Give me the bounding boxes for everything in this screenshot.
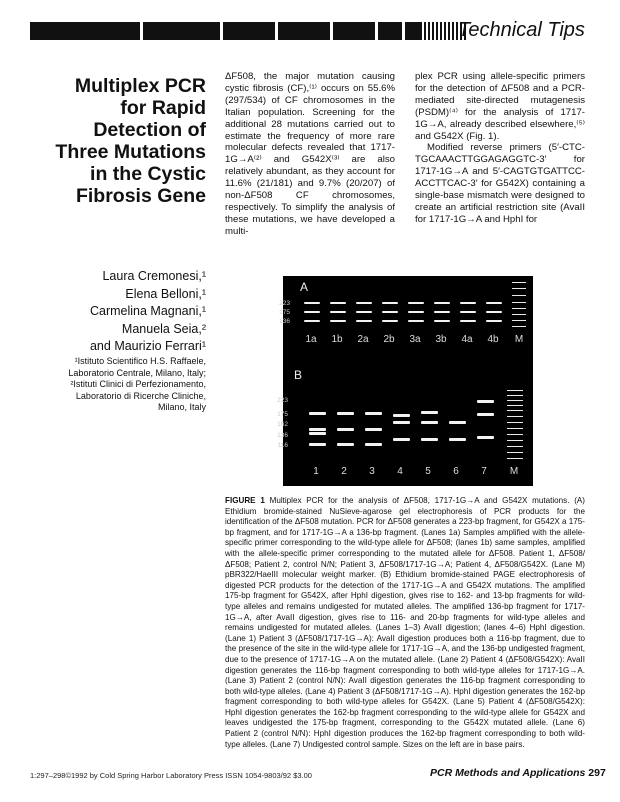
affiliations: ¹Istituto Scientifico H.S. Raffaele, Laboratorio Centrale, Milano, Italy; ²Istituti Clinici di Perfezionamento, Laboratorio di Ricerche Cliniche, Milano, Italy (68, 356, 206, 412)
gel-band (330, 311, 346, 313)
lane-label: 5 (425, 466, 431, 477)
lane-label: 4b (487, 334, 499, 345)
gel-band (421, 438, 438, 441)
panel-b-letter: B (294, 368, 303, 382)
gel-band (434, 311, 450, 313)
marker-band (512, 302, 526, 303)
gel-band (330, 320, 346, 322)
author-list (30, 268, 206, 356)
gel-band (421, 411, 438, 414)
lane-label: 4 (397, 466, 403, 477)
lane-label: 2 (341, 466, 347, 477)
gel-band (421, 421, 438, 424)
gel-band (477, 400, 494, 403)
marker-band (507, 428, 523, 429)
figure-caption (225, 496, 585, 750)
article-title: Multiplex PCR for Rapid Detection of Three Mutations in the Cystic Fibrosis Gene (55, 75, 206, 207)
marker-band (507, 434, 523, 435)
caption-text: Multiplex PCR for the analysis of ΔF508, 1717-1G→A and G542X mutations. (A) Ethidium bromide-stained NuSieve-agarose gel electrophoresis of PCR products for the identification of the ΔF508 mutation. PCR for ΔF508 generates a 223-bp fragment, for G542X a 175-bp fragment, and for 1717-1G→A a 136-bp fragment. (Lanes 1a) Samples amplified with the allele-specific primer corresponding to the wild-type allele for ΔF508; (lanes 1b) same samples, amplified with the allele-specific primer corresponding to the mutated allele for ΔF508. Patient 1, ΔF508/ΔF508; Patient 2, control N/N; Patient 3, ΔF508/1717-1G→A; Patient 4, ΔF508/G542X. (Lane M) pBR322/HaeIII molecular weight marker. (B) Ethidium bromide-stained PAGE electrophoresis of digested PCR products for the detection of the 1717-1G→A and G542X mutations. The amplified 175-bp fragment for G542X, after HphI digestion, gives rise to 162- and 13-bp fragments for wild-type alleles and remains undigested for mutated alleles. The amplified 136-bp fragment for 1717-1G→A, after AvaII digestion, gives rise to 116- and 20-bp fragments for wild-type alleles and remains undigested for mutated alleles. (Lanes 1–3) AvaII digestion; (lanes 4–6) HphI digestion. (Lane 1) Patient 3 (ΔF508/1717-1G→A): AvaII digestion produces both a 116-bp fragment, due to the presence of the site in the wild-type allele for 1717-1G→A, and the 136-bp undigested fragment, due to the presence of 1717-1G→A on the mutated allele. (Lane 2) Patient 4 (ΔF508/G542X): AvaII digestion generates the 116-bp fragment corresponding to both wild-type alleles for 1717-1G→A. (Lane 3) Patient 2 (control N/N): AvaII digestion generates the 116-bp fragment corresponding to both wild-type alleles. (Lane 4) Patient 3 (ΔF508/1717-1G→A). HphI digestion generates the 162-bp fragment corresponding to both wild-type alleles for G542X. (Lane 5) Patient 4 (ΔF508/G542X): HphI digestion generates the 162-bp fragment corresponding to the wild-type allele for G542X and leaves undigested the 175-bp fragment, corresponding to the G542X mutated allele. (Lane 6) Patient 2 (control N/N): HphI digestion produces the 162-bp fragment corresponding to both wild-type alleles. (Lane 7) Undigested control sample. Sizes on the left are in base pairs. (225, 496, 585, 749)
lane-label: 2a (357, 334, 369, 345)
gel-band (304, 311, 320, 313)
marker-band (507, 416, 523, 417)
gel-band (486, 320, 502, 322)
marker-band (512, 288, 526, 289)
size-label: 136 (279, 318, 290, 325)
gel-band (356, 311, 372, 313)
marker-band (512, 326, 526, 327)
gel-band (304, 302, 320, 304)
gel-band (449, 438, 466, 441)
panel-a-letter: A (300, 280, 309, 294)
gel-band (356, 320, 372, 322)
figure-gel-image (283, 276, 533, 486)
section-title: Technical Tips (458, 19, 585, 41)
gel-band (365, 428, 382, 431)
gel-band (337, 428, 354, 431)
marker-band (507, 395, 523, 396)
author: Manuela Seia,² (121, 321, 206, 336)
marker-band (512, 314, 526, 315)
size-label: 136 (277, 432, 288, 439)
lane-label: 1b (331, 334, 343, 345)
gel-band (460, 320, 476, 322)
gel-band (337, 412, 354, 415)
gel-band (365, 412, 382, 415)
body-paragraph: plex PCR using allele-specific primers for the detection of ΔF508 and a PCR-mediated site-directed mutagenesis (PSDM)⁽⁴⁾ for the analysis of 1717-1G→A, already described elsewhere,⁽⁵⁾ and G542X (Fig. 1). (415, 71, 585, 142)
lane-label: 3 (369, 466, 375, 477)
gel-band (309, 443, 326, 446)
size-label: 175 (277, 411, 288, 418)
size-label: 162 (277, 421, 288, 428)
gel-band (382, 302, 398, 304)
gel-band (309, 432, 326, 435)
body-paragraph: Modified reverse primers (5′-CTC-TGCAAACTTGGAGAGGTC-3′ for 1717-1G→A and 5′-CAGTGTGATTCC-ACCTTCAC-3′ for G542X) containing a single-base mismatch were designed to create an artificial restriction site (AvaII for 1717-1G→A and HphI for (415, 142, 585, 225)
gel-band (330, 302, 346, 304)
gel-band (382, 311, 398, 313)
gel-band (408, 320, 424, 322)
author: and Maurizio Ferrari¹ (89, 339, 206, 353)
gel-band (460, 311, 476, 313)
lane-label: 2b (383, 334, 395, 345)
gel-band (393, 421, 410, 424)
lane-label: 3a (409, 334, 421, 345)
gel-band (434, 302, 450, 304)
gel-band (365, 443, 382, 446)
marker-band (512, 282, 526, 283)
lane-label: 7 (481, 466, 487, 477)
gel-band (356, 302, 372, 304)
lane-label: 1a (305, 334, 317, 345)
size-label: 116 (277, 442, 288, 449)
gel-band (477, 413, 494, 416)
lane-label: 6 (453, 466, 459, 477)
marker-band (507, 410, 523, 411)
gel-band (449, 421, 466, 424)
author: Carmelina Magnani,¹ (89, 304, 206, 318)
marker-band (512, 308, 526, 309)
body-column-2 (415, 71, 585, 226)
marker-band (507, 452, 523, 453)
body-paragraph: ΔF508, the major mutation causing cystic fibrosis (CF),⁽¹⁾ occurs on 55.6% (297/534) of CF chromosomes in the Italian population. Screening for the additional 28 mutations carried out to estimate the frequency of more rare molecular defects revealed that 1717-1G→A⁽²⁾ and G542X⁽³⁾ are also relatively abundant, as they account for 11.6% (21/181) and 9.7% (20/207) of non-ΔF508 CF chromosomes, respectively. To simplify the analysis of these mutations, we have developed a multi- (225, 71, 395, 237)
gel-band (486, 302, 502, 304)
marker-band (512, 320, 526, 321)
gel-band (337, 443, 354, 446)
gel-band (486, 311, 502, 313)
gel-band (408, 302, 424, 304)
gel-band (309, 412, 326, 415)
marker-band (507, 446, 523, 447)
author: Laura Cremonesi,¹ (102, 269, 206, 283)
lane-label: 1 (313, 466, 319, 477)
gel-band (304, 320, 320, 322)
size-label: 223 (279, 300, 290, 307)
lane-label: 4a (461, 334, 473, 345)
caption-lead: FIGURE 1 (225, 496, 265, 505)
marker-band (512, 295, 526, 296)
size-label: 223 (277, 397, 288, 404)
marker-band (507, 400, 523, 401)
gel-band (434, 320, 450, 322)
size-label: 175 (279, 309, 290, 316)
gel-band (382, 320, 398, 322)
lane-label: M (514, 334, 524, 345)
body-column-1 (225, 71, 395, 238)
marker-band (507, 440, 523, 441)
footer-journal: PCR Methods and Applications 297 (430, 767, 606, 779)
marker-band (507, 390, 523, 391)
lane-label: M (509, 466, 519, 477)
page-number: 297 (588, 767, 606, 779)
gel-band (393, 438, 410, 441)
gel-band (309, 428, 326, 431)
gel-band (393, 414, 410, 417)
gel-band (408, 311, 424, 313)
marker-band (507, 458, 523, 459)
header-bar (30, 22, 420, 40)
footer-citation: 1:297–298©1992 by Cold Spring Harbor Laboratory Press ISSN 1054-9803/92 $3.00 (30, 771, 312, 780)
lane-label: 3b (435, 334, 447, 345)
marker-band (507, 405, 523, 406)
marker-band (507, 422, 523, 423)
gel-band (460, 302, 476, 304)
author: Elena Belloni,¹ (125, 286, 206, 301)
gel-band (477, 436, 494, 439)
